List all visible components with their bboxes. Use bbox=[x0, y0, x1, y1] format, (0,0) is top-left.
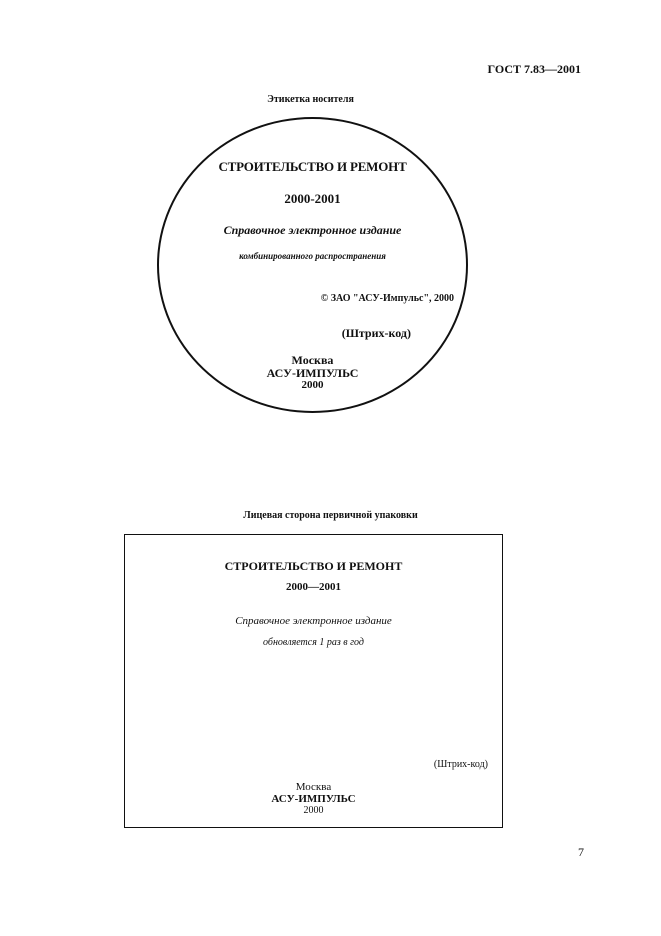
disc-subtitle-2: комбинированного распространения bbox=[239, 251, 386, 261]
package-caption: Лицевая сторона первичной упаковки bbox=[243, 510, 418, 521]
page-number: 7 bbox=[578, 845, 584, 859]
package-update-note: обновляется 1 раз в год bbox=[263, 637, 364, 648]
disc-year: 2000 bbox=[301, 379, 324, 391]
disc-publisher: АСУ-ИМПУЛЬС bbox=[266, 366, 359, 380]
disc-barcode: (Штрих-код) bbox=[341, 326, 411, 340]
disc-copyright: © ЗАО "АСУ-Импульс", 2000 bbox=[320, 293, 454, 304]
package-subtitle: Справочное электронное издание bbox=[235, 615, 392, 627]
package-city: Москва bbox=[295, 781, 332, 793]
disc-subtitle: Справочное электронное издание bbox=[223, 223, 402, 237]
package-title: СТРОИТЕЛЬСТВО И РЕМОНТ bbox=[224, 559, 403, 573]
disc-years: 2000-2001 bbox=[284, 191, 341, 206]
disc-city: Москва bbox=[291, 353, 334, 367]
disc-title: СТРОИТЕЛЬСТВО И РЕМОНТ bbox=[218, 159, 407, 174]
standard-code: ГОСТ 7.83—2001 bbox=[487, 62, 581, 76]
package-front bbox=[124, 534, 503, 828]
package-publisher: АСУ-ИМПУЛЬС bbox=[271, 793, 356, 805]
package-years: 2000—2001 bbox=[286, 581, 341, 593]
package-year: 2000 bbox=[303, 805, 324, 816]
disc-label bbox=[157, 117, 468, 413]
disc-label-caption: Этикетка носителя bbox=[267, 94, 354, 105]
package-barcode: (Штрих-код) bbox=[433, 759, 488, 770]
